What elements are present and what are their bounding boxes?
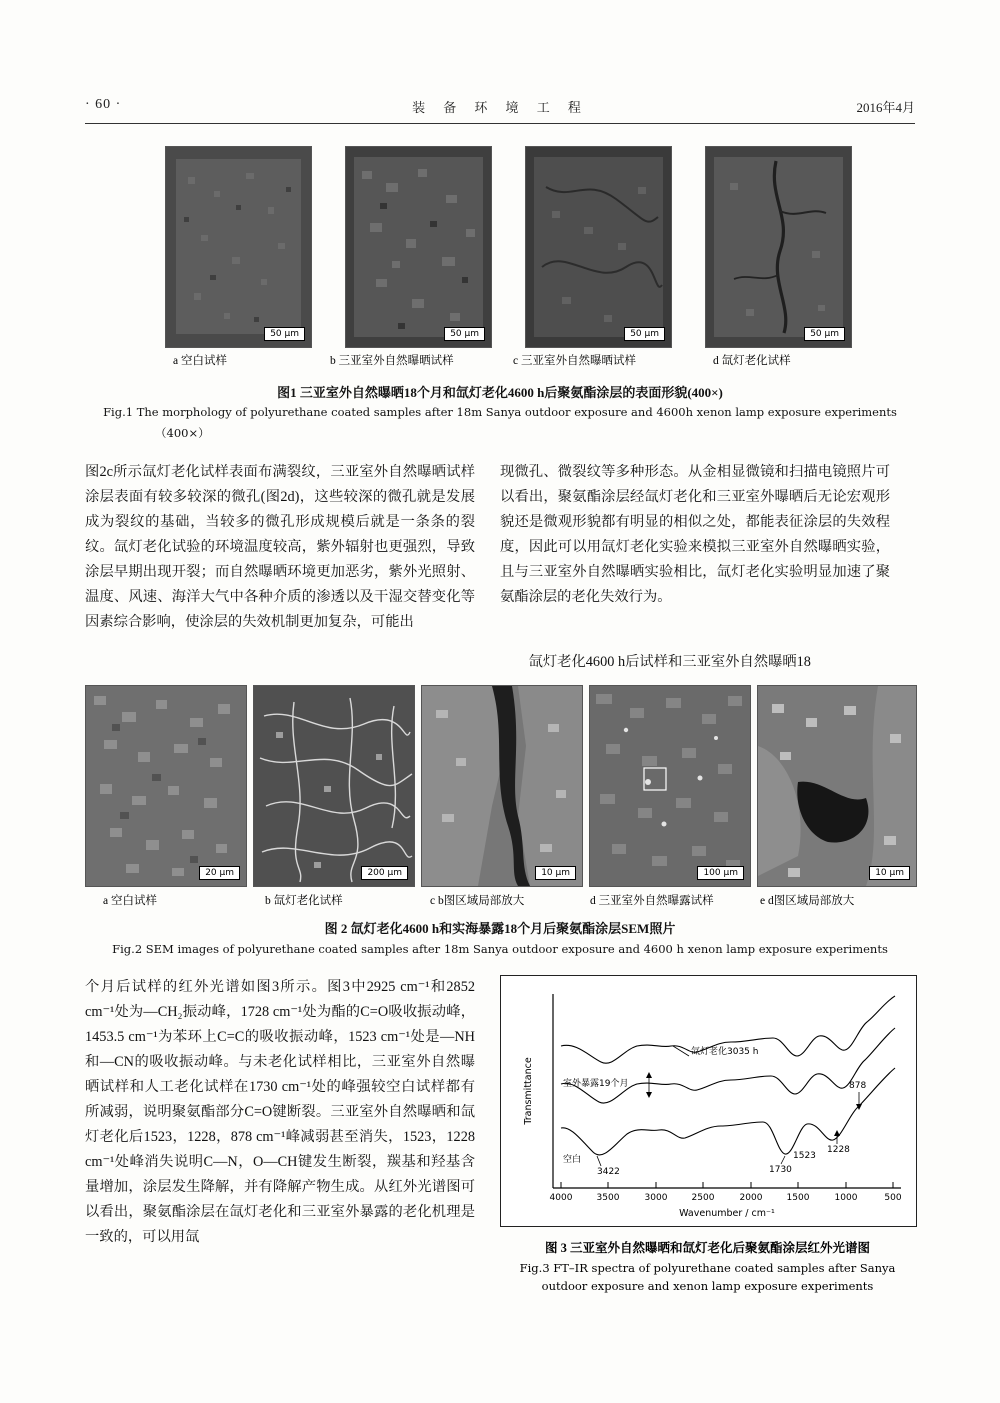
scale-bar: 50 μm [444,327,485,341]
figure-3-caption-en2: outdoor exposure and xenon lamp exposure experiments [541,1279,874,1293]
sem-image-a [85,685,247,887]
body-right-column-para1: 现微孔、微裂纹等多种形态。从金相显微镜和扫描电镜照片可以看出，聚氨酯涂层经氙灯老化和三亚室外曝晒后无论宏观形貌还是微观形貌都有明显的相似之处，都能表征涂层的失效程度，因此可以用氙灯老化实验来模拟三亚室外自然曝晒实验，且与三亚室外自然曝晒实验相比，氙灯老化实验明显加速了聚氨酯涂层的老化失效行为。 [500,464,890,605]
svg-text:1730: 1730 [769,1165,792,1175]
figure-2-caption-cn: 图 2 氙灯老化4600 h和实海暴露18个月后聚氨酯涂层SEM照片 [324,921,676,936]
page-header [85,95,915,125]
figure-1-caption-cn: 图1 三亚室外自然曝晒18个月和氙灯老化4600 h后聚氨酯涂层的表面形貌(400×) [277,385,723,400]
svg-text:3422: 3422 [597,1167,620,1177]
scale-bar: 50 μm [624,327,665,341]
svg-text:Wavenumber / cm⁻¹: Wavenumber / cm⁻¹ [679,1208,775,1219]
svg-text:500: 500 [884,1193,902,1203]
scale-bar: 50 μm [264,327,305,341]
figure-2-subcaptions [85,892,915,910]
micrograph-d [705,146,852,348]
svg-text:3000: 3000 [644,1193,668,1203]
figure-3-caption-cn: 图 3 三亚室外自然曝晒和氙灯老化后聚氨酯涂层红外光谱图 [544,1241,870,1255]
scale-bar: 10 μm [535,866,576,880]
scale-bar: 100 μm [697,866,744,880]
body-left-column: 图2c所示氙灯老化试样表面布满裂纹，三亚室外自然曝晒试样涂层表面有较多较深的微孔(图2d)，这些较深的微孔就是发展成为裂纹的基础，当较多的微孔形成规模后就是一条条的裂纹。氙灯老化试验的环境温度较高，紫外辐射也更强烈，导致涂层早期出现开裂；而自然曝晒环境更加恶劣，紫外光照射、温度、风速、海洋大气中各种介质的渗透以及干湿交替变化等因素综合影响，使涂层的失效机制更加复杂，可能出 [85,464,475,630]
micrograph-c [525,146,672,348]
micrograph-b [345,146,492,348]
scale-bar: 10 μm [869,866,910,880]
figure-1-images [165,146,875,356]
subcaption-c: c 三亚室外自然曝晒试样 [513,355,636,367]
svg-text:4000: 4000 [549,1193,573,1203]
figure-1-subcaptions [165,352,875,372]
header-divider [85,123,915,124]
figure-1-caption-en: Fig.1 The morphology of polyurethane coated samples after 18m Sanya outdoor exposure and 4600h xenon lamp exposure experiments [103,405,897,419]
figure-1-caption-en2: （400×） [155,426,210,440]
svg-text:Transmittance: Transmittance [523,1057,534,1125]
scale-bar: 200 μm [361,866,408,880]
sem-image-b [253,685,415,887]
subcaption-a: a 空白试样 [173,355,227,367]
subcaption-d: d 三亚室外自然曝露试样 [590,895,714,907]
sem-image-d [589,685,751,887]
sem-image-e [757,685,917,887]
svg-text:室外暴露19个月: 室外暴露19个月 [563,1079,629,1089]
svg-text:1000: 1000 [834,1193,858,1203]
body-right-column-para2: 氙灯老化4600 h后试样和三亚室外自然曝晒18 [528,654,811,670]
svg-text:1228: 1228 [827,1145,850,1155]
svg-text:1523: 1523 [793,1151,816,1161]
micrograph-a [165,146,312,348]
scale-bar: 20 μm [199,866,240,880]
subcaption-b: b 氙灯老化试样 [265,895,343,907]
svg-text:2000: 2000 [739,1193,763,1203]
subcaption-b: b 三亚室外自然曝晒试样 [330,355,454,367]
svg-text:1500: 1500 [786,1193,810,1203]
svg-text:2500: 2500 [691,1193,715,1203]
journal-title: 装 备 环 境 工 程 [412,101,588,116]
svg-text:氙灯老化3035 h: 氙灯老化3035 h [691,1047,759,1057]
body-bottom-left-column: 个月后试样的红外光谱如图3所示。图3中2925 cm⁻¹和2852 cm⁻¹处为—CH₂振动峰，1728 cm⁻¹处为酯的C=O吸收振动峰，1453.5 cm⁻¹为苯环上C=C的吸收振动峰，1523 cm⁻¹处是—NH和—CN的吸收振动峰。与未老化试样相比，三亚室外自然曝晒试样和人工老化试样在1730 cm⁻¹处的峰强较空白试样都有所减弱，说明聚氨酯部分C=O键断裂。三亚室外自然曝晒和氙灯老化后1523，1228，878 cm⁻¹峰减弱甚至消失，1523，1228 cm⁻¹处峰消失说明C—N，O—CH键发生断裂，羰基和羟基含量增加，涂层发生降解，并有降解产物生成。从红外光谱图可以看出，聚氨酯涂层在氙灯老化和三亚室外暴露的老化机理是一致的，可以用氙 [85,979,475,1245]
figure-3-chart [500,975,917,1227]
page-sheet [60,60,940,1340]
page-number: · 60 · [85,97,122,112]
figure-3-caption-en1: Fig.3 FT–IR spectra of polyurethane coated samples after Sanya [519,1261,896,1275]
sem-image-c [421,685,583,887]
issue-date: 2016年4月 [856,100,915,115]
subcaption-e: e d图区域局部放大 [760,895,855,907]
svg-text:878: 878 [849,1081,867,1091]
subcaption-c: c b图区域局部放大 [430,895,525,907]
svg-text:空白: 空白 [563,1155,582,1165]
figure-2-caption-en: Fig.2 SEM images of polyurethane coated samples after 18m Sanya outdoor exposure and 4600 h xenon lamp exposure experiments [112,942,888,956]
subcaption-d: d 氙灯老化试样 [713,355,791,367]
figure-2-images [85,685,915,885]
svg-text:3500: 3500 [596,1193,620,1203]
subcaption-a: a 空白试样 [103,895,157,907]
scale-bar: 50 μm [804,327,845,341]
